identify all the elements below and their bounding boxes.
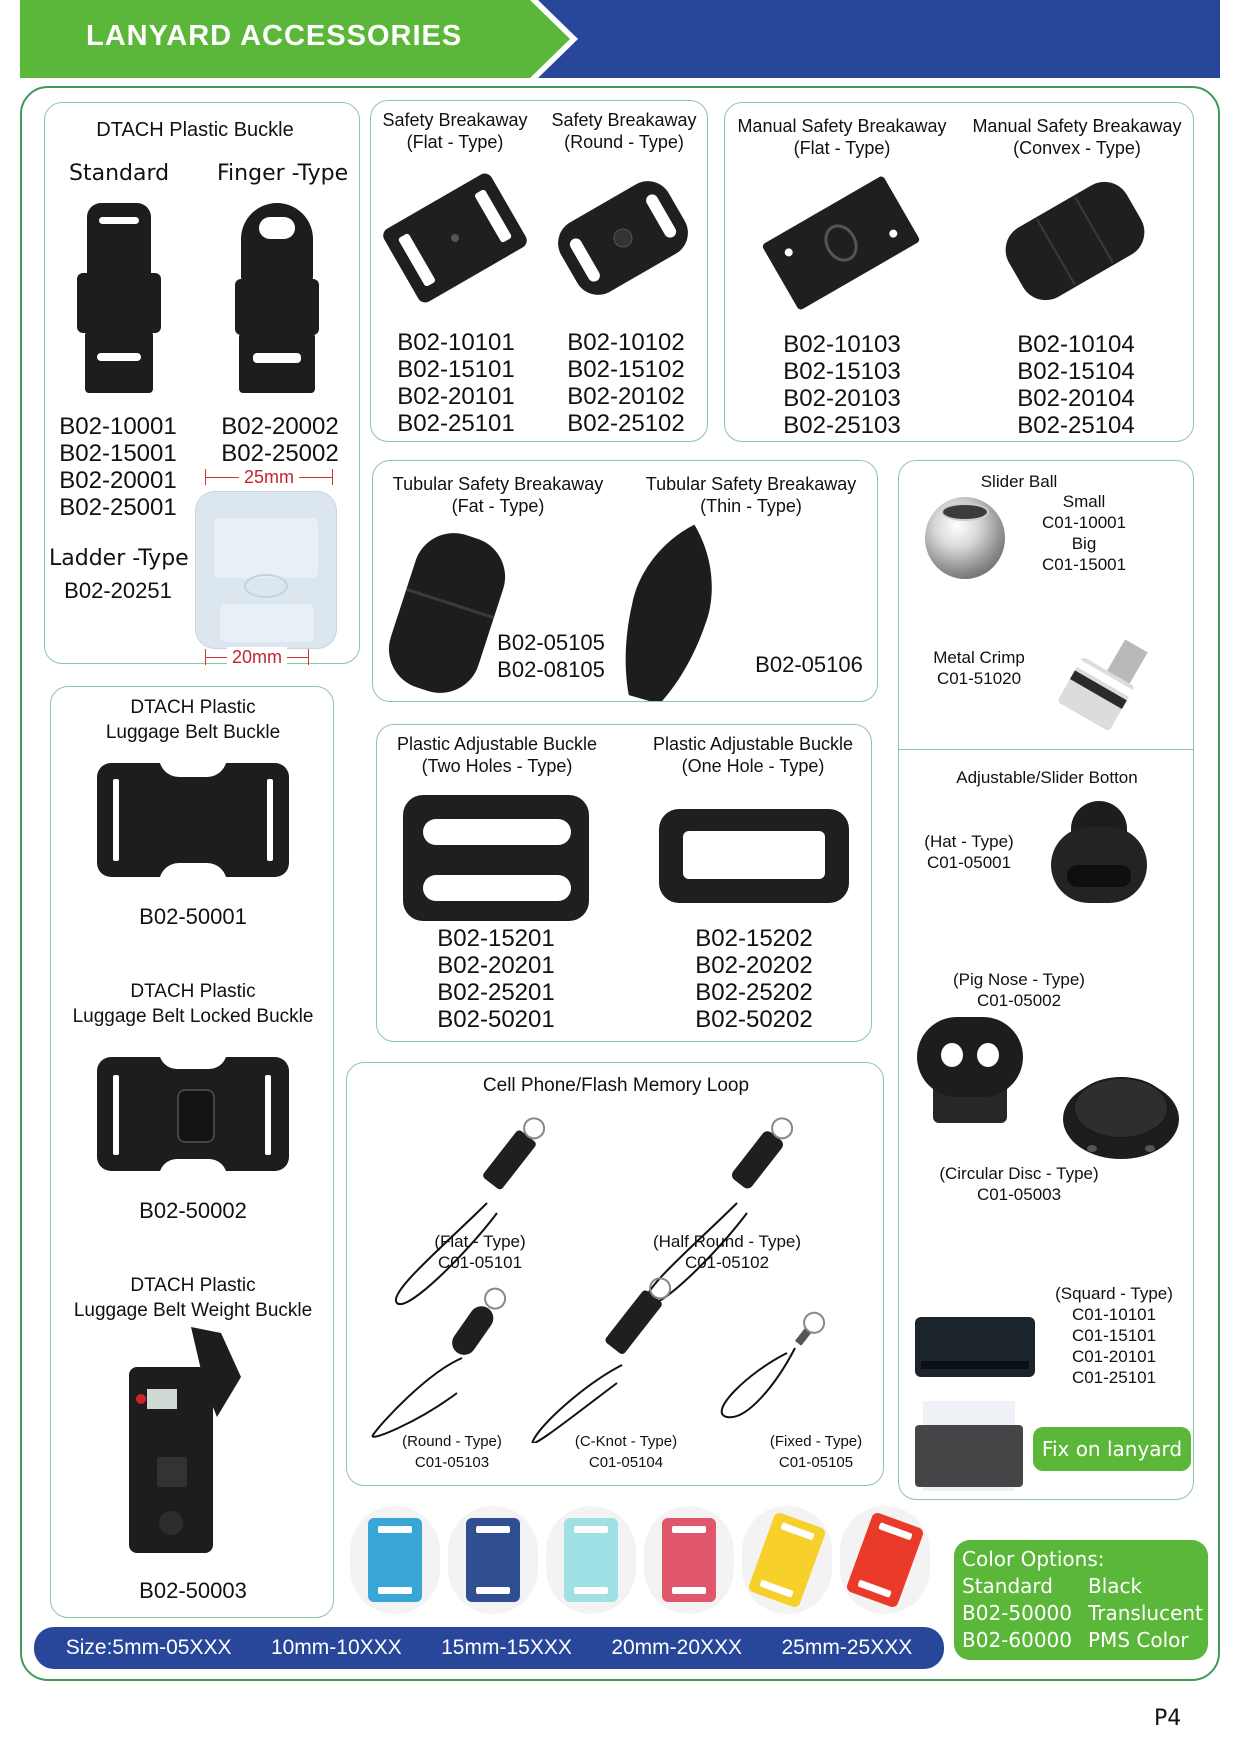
color-row	[962, 1600, 1208, 1627]
subtitle-line: (One Hole - Type)	[681, 756, 825, 776]
loop-code: C01-05102	[684, 1253, 770, 1272]
two-holes-codes	[421, 925, 571, 1033]
tubular-fat-codes	[481, 629, 621, 683]
title-line: Plastic Adjustable Buckle	[652, 734, 854, 754]
loop-flat-image	[396, 1113, 550, 1304]
hat-code: C01-05001	[926, 853, 1012, 872]
slider-ball-image	[925, 497, 1005, 579]
standard-label: Standard	[69, 161, 170, 186]
title-line: Tubular Safety Breakaway	[392, 474, 604, 494]
code: B02-25103	[783, 412, 901, 439]
title-line: Manual Safety Breakaway	[737, 116, 947, 136]
code: C01-10101	[1071, 1305, 1157, 1324]
color-buckle-swatch	[742, 1506, 832, 1614]
luggage-locked-code: B02-50002	[139, 1198, 247, 1223]
code: B02-10104	[1017, 331, 1135, 358]
code: B02-15201	[437, 925, 555, 952]
safety-flat-image	[380, 171, 529, 306]
luggage-weight-code: B02-50003	[139, 1578, 247, 1603]
loop-half-round-label	[637, 1231, 817, 1273]
code: B02-15101	[397, 356, 515, 383]
phone-loop-title: Cell Phone/Flash Memory Loop	[482, 1075, 750, 1096]
code: B02-25101	[397, 410, 515, 437]
squard-label: (Squard - Type)	[1055, 1284, 1173, 1303]
small-code: C01-10001	[1041, 513, 1127, 532]
luggage-buckle-image	[97, 757, 289, 883]
code: B02-20102	[567, 383, 685, 410]
color-right: Black	[1088, 1574, 1143, 1598]
title-line: Luggage Belt Buckle	[105, 722, 281, 743]
ladder-type-label: Ladder -Type	[49, 546, 189, 571]
title-line: Safety Breakaway	[382, 110, 528, 130]
safety-round-title	[539, 109, 709, 153]
loop-c-knot-image	[533, 1273, 676, 1443]
color-row	[962, 1627, 1208, 1654]
circular-disc-image	[1063, 1073, 1179, 1161]
size-item: 20mm-20XXX	[611, 1636, 743, 1659]
size-item: Size:5mm-05XXX	[65, 1636, 232, 1659]
circular-disc-label	[919, 1163, 1119, 1205]
luggage-weight-image	[121, 1327, 271, 1557]
buckle-shape	[747, 1511, 826, 1608]
title-line: Luggage Belt Locked Buckle	[72, 1006, 314, 1027]
code: B02-20103	[783, 385, 901, 412]
pig-code: C01-05002	[976, 991, 1062, 1010]
tubular-panel	[372, 460, 878, 702]
dim-25mm: 25mm	[239, 467, 299, 487]
title-line: DTACH Plastic	[130, 697, 256, 718]
subtitle-line: (Two Holes - Type)	[421, 756, 573, 776]
color-left: B02-50000	[962, 1601, 1073, 1625]
header-banner	[20, 0, 1220, 78]
code: B02-20201	[437, 952, 555, 979]
manual-flat-image	[761, 175, 920, 311]
subtitle-line: (Round - Type)	[564, 132, 684, 152]
code: B02-25001	[59, 494, 177, 521]
standard-buckle-image	[69, 203, 169, 393]
one-hole-buckle-image	[659, 809, 849, 903]
safety-round-image	[549, 172, 696, 303]
small-label: Small	[1062, 492, 1106, 511]
standard-codes	[53, 413, 183, 521]
color-buckle-swatches	[346, 1500, 946, 1620]
size-item: 15mm-15XXX	[441, 1636, 572, 1659]
code: B02-25104	[1017, 412, 1135, 439]
ladder-buckle-image	[195, 491, 337, 649]
color-row	[962, 1573, 1208, 1600]
hat-label: (Hat - Type)	[924, 832, 1014, 851]
luggage-locked-title	[51, 979, 335, 1029]
crimp-code: C01-51020	[936, 669, 1022, 688]
luggage-panel	[50, 686, 334, 1618]
buckle-shape	[466, 1518, 520, 1602]
loop-half-round-image	[646, 1113, 798, 1304]
disc-label: (Circular Disc - Type)	[939, 1164, 1099, 1183]
code: B02-15103	[783, 358, 901, 385]
code: B02-05105	[497, 630, 605, 655]
safety-breakaway-panel	[370, 100, 708, 442]
color-left: Standard	[962, 1574, 1053, 1598]
title-line: Luggage Belt Weight Buckle	[73, 1300, 313, 1321]
metal-crimp-label	[919, 647, 1039, 689]
tubular-thin-image	[607, 521, 731, 701]
loop-flat-label	[405, 1231, 555, 1273]
subtitle-line: (Flat - Type)	[793, 138, 891, 158]
metal-crimp-image	[1049, 631, 1159, 741]
color-right: PMS Color	[1088, 1628, 1189, 1652]
code: B02-25102	[567, 410, 685, 437]
subtitle-line: (Fat - Type)	[451, 496, 545, 516]
code: B02-15102	[567, 356, 685, 383]
code: B02-10101	[397, 329, 515, 356]
loop-round-label	[387, 1431, 517, 1473]
pig-label: (Pig Nose - Type)	[953, 970, 1085, 989]
tubular-thin-title	[623, 473, 879, 517]
code: B02-15202	[695, 925, 813, 952]
subtitle-line: (Thin - Type)	[700, 496, 802, 516]
subtitle-line: (Flat - Type)	[406, 132, 504, 152]
manual-convex-codes	[1001, 331, 1151, 439]
two-holes-buckle-image	[403, 795, 589, 921]
header-title: LANYARD ACCESSORIES	[86, 20, 463, 52]
code: B02-20202	[695, 952, 813, 979]
title-line: Manual Safety Breakaway	[972, 116, 1182, 136]
phone-loop-images	[347, 1103, 885, 1443]
code: B02-10103	[783, 331, 901, 358]
finger-codes	[215, 413, 345, 467]
ladder-dim-top	[205, 467, 333, 487]
code: C01-20101	[1071, 1347, 1157, 1366]
finger-buckle-image	[227, 203, 327, 393]
loop-label: (Half Round - Type)	[652, 1232, 802, 1251]
buckle-shape	[368, 1518, 422, 1602]
disc-code: C01-05003	[976, 1185, 1062, 1204]
big-label: Big	[1071, 534, 1097, 553]
one-hole-codes	[679, 925, 829, 1033]
size-bar	[34, 1627, 944, 1669]
hat-button-image	[1051, 801, 1147, 905]
one-hole-title	[633, 733, 873, 777]
title-line: Safety Breakaway	[551, 110, 697, 130]
loop-fixed-label	[751, 1431, 881, 1473]
size-item: 10mm-10XXX	[270, 1636, 402, 1659]
color-buckle-swatch	[546, 1506, 636, 1614]
code: B02-50202	[695, 1006, 813, 1033]
color-buckle-swatch	[840, 1506, 930, 1614]
ladder-code: B02-20251	[64, 578, 172, 603]
code: B02-15001	[59, 440, 177, 467]
luggage-buckle-code: B02-50001	[139, 904, 247, 929]
loop-code: C01-05104	[588, 1454, 664, 1471]
title-line: Tubular Safety Breakaway	[645, 474, 857, 494]
pig-nose-label	[939, 969, 1099, 1011]
code: B02-50201	[437, 1006, 555, 1033]
safety-round-codes	[551, 329, 701, 437]
page-number: P4	[1154, 1706, 1182, 1731]
loop-code: C01-05105	[778, 1454, 854, 1471]
slider-ball-codes	[1019, 491, 1149, 575]
color-right: Translucent	[1088, 1601, 1203, 1625]
code: B02-20002	[221, 413, 339, 440]
code: B02-25201	[437, 979, 555, 1006]
manual-breakaway-images	[725, 163, 1195, 313]
safety-flat-title	[371, 109, 539, 153]
buckle-shape	[662, 1518, 716, 1602]
loop-label: (C-Knot - Type)	[574, 1433, 678, 1450]
crimp-title: Metal Crimp	[933, 648, 1025, 667]
color-buckle-swatch	[350, 1506, 440, 1614]
color-buckle-swatch	[448, 1506, 538, 1614]
finger-type-label: Finger -Type	[217, 161, 349, 186]
slider-ball-title: Slider Ball	[980, 472, 1058, 491]
hat-type-label	[919, 831, 1019, 873]
title-line: DTACH Plastic	[130, 1275, 256, 1296]
manual-flat-title	[725, 115, 959, 159]
loop-code: C01-05101	[437, 1253, 523, 1272]
ladder-dim-bottom	[205, 647, 309, 667]
code: C01-25101	[1071, 1368, 1157, 1387]
phone-loop-panel	[346, 1062, 884, 1486]
code: B02-25202	[695, 979, 813, 1006]
luggage-locked-image	[97, 1051, 289, 1177]
squard-type-label	[1039, 1283, 1189, 1388]
manual-breakaway-panel	[724, 102, 1194, 442]
divider	[899, 749, 1193, 750]
code: B02-25002	[221, 440, 339, 467]
loop-label: (Flat - Type)	[434, 1232, 526, 1251]
size-item: 25mm-25XXX	[781, 1636, 913, 1659]
loop-c-knot-label	[561, 1431, 691, 1473]
dim-20mm: 20mm	[227, 647, 287, 667]
code: B02-10001	[59, 413, 177, 440]
safety-flat-codes	[381, 329, 531, 437]
manual-flat-codes	[767, 331, 917, 439]
loop-label: (Fixed - Type)	[769, 1433, 863, 1450]
pig-nose-image	[917, 1017, 1023, 1127]
color-buckle-swatch	[644, 1506, 734, 1614]
big-code: C01-15001	[1041, 555, 1127, 574]
subtitle-line: (Convex - Type)	[1013, 138, 1141, 158]
dtach-buckle-panel	[44, 102, 360, 667]
right-column-panel	[898, 460, 1194, 1500]
loop-round-image	[373, 1284, 511, 1437]
two-holes-title	[377, 733, 617, 777]
buckle-shape	[845, 1511, 924, 1608]
code: B02-20104	[1017, 385, 1135, 412]
tubular-thin-code: B02-05106	[755, 652, 863, 677]
color-left: B02-60000	[962, 1628, 1073, 1652]
buckle-shape	[564, 1518, 618, 1602]
code: B02-20001	[59, 467, 177, 494]
color-options-box	[954, 1540, 1208, 1660]
code: B02-08105	[497, 657, 605, 682]
manual-convex-image	[996, 172, 1154, 309]
fix-on-lanyard-image	[915, 1401, 1023, 1491]
title-line: Plastic Adjustable Buckle	[396, 734, 598, 754]
luggage-weight-title	[51, 1273, 335, 1323]
loop-label: (Round - Type)	[402, 1433, 502, 1450]
manual-convex-title	[959, 115, 1195, 159]
slider-button-title: Adjustable/Slider Botton	[956, 768, 1138, 787]
loop-code: C01-05103	[414, 1454, 490, 1471]
tubular-fat-title	[373, 473, 623, 517]
title-line: DTACH Plastic	[130, 981, 256, 1002]
fix-on-lanyard-badge: Fix on lanyard	[1033, 1427, 1191, 1471]
luggage-buckle-title	[51, 695, 335, 745]
code: B02-15104	[1017, 358, 1135, 385]
code: B02-10102	[567, 329, 685, 356]
code: C01-15101	[1071, 1326, 1157, 1345]
code: B02-20101	[397, 383, 515, 410]
color-options-title: Color Options:	[962, 1547, 1105, 1571]
dtach-buckle-title: DTACH Plastic Buckle	[96, 119, 294, 141]
squard-button-image	[915, 1317, 1035, 1377]
adjustable-buckle-panel	[376, 724, 872, 1042]
safety-breakaway-images	[371, 163, 709, 313]
loop-fixed-image	[722, 1309, 828, 1418]
